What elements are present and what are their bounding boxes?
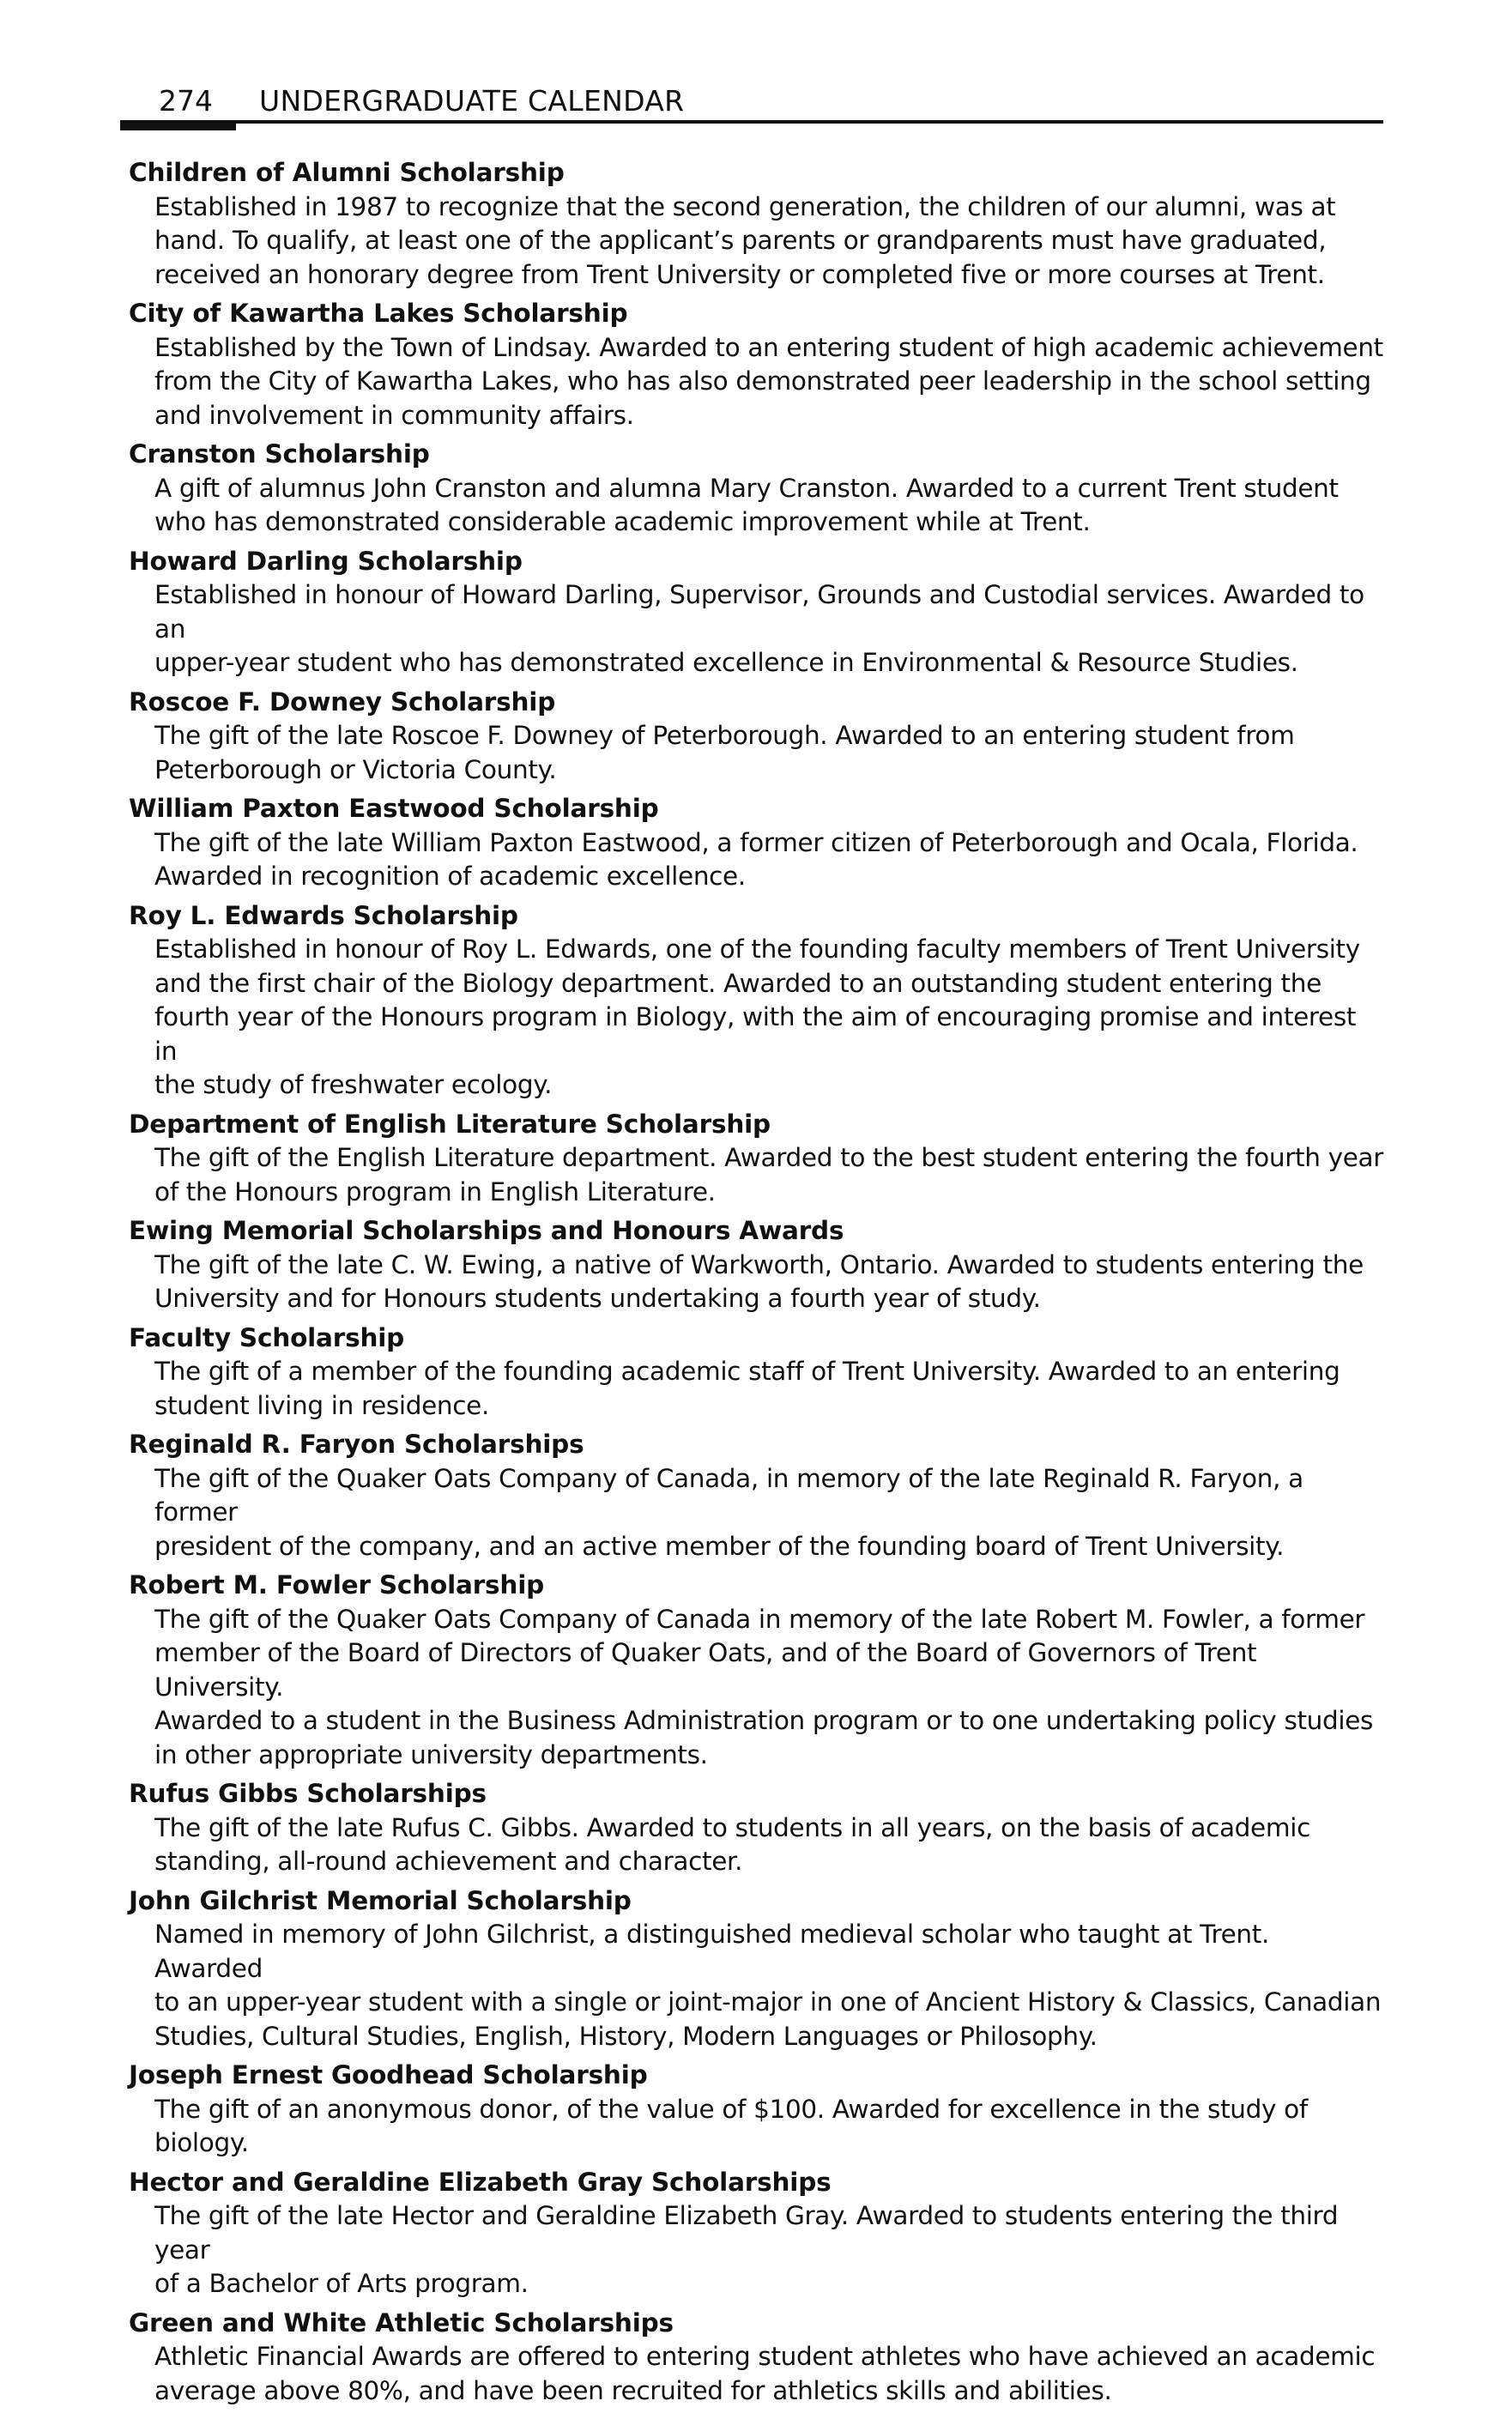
- description-line: of the Honours program in English Literature.: [154, 1176, 716, 1206]
- scholarship-title: Children of Alumni Scholarship: [129, 158, 565, 187]
- scholarship-description: [129, 1355, 1383, 1423]
- scholarship-entry: [129, 2307, 1383, 2409]
- scholarship-title: Joseph Ernest Goodhead Scholarship: [129, 2060, 648, 2089]
- description-line: president of the company, and an active member of the founding board of Trent University.: [154, 1531, 1285, 1561]
- description-line: The gift of the late Hector and Geraldine Elizabeth Gray. Awarded to students entering the third year: [154, 2201, 1339, 2265]
- scholarship-description: [129, 1141, 1383, 1209]
- scholarship-title: Roy L. Edwards Scholarship: [129, 900, 518, 930]
- description-line: hand. To qualify, at least one of the applicant’s parents or grandparents must have graduated,: [154, 226, 1327, 255]
- scholarship-title: Ewing Memorial Scholarships and Honours Awards: [129, 1216, 844, 1245]
- description-line: The gift of the late William Paxton Eastwood, a former citizen of Peterborough and Ocala, Florida.: [154, 827, 1358, 857]
- scholarship-title: Cranston Scholarship: [129, 439, 430, 469]
- scholarship-description: [129, 1918, 1383, 2053]
- scholarship-title: Faculty Scholarship: [129, 1322, 405, 1352]
- scholarship-title: Green and White Athletic Scholarships: [129, 2307, 674, 2337]
- scholarship-entry: [129, 2059, 1383, 2161]
- description-line: and involvement in community affairs.: [154, 400, 634, 430]
- scholarship-title: Robert M. Fowler Scholarship: [129, 1570, 545, 1600]
- scholarship-description: [129, 331, 1383, 433]
- description-line: Athletic Financial Awards are offered to entering student athletes who have achieved an academic: [154, 2342, 1376, 2371]
- scholarship-description: [129, 1811, 1383, 1879]
- description-line: The gift of the English Literature department. Awarded to the best student entering the fourth year: [154, 1143, 1384, 1172]
- description-line: University and for Honours students undertaking a fourth year of study.: [154, 1284, 1041, 1313]
- description-line: student living in residence.: [154, 1390, 489, 1420]
- scholarship-title: Rufus Gibbs Scholarships: [129, 1779, 487, 1808]
- scholarship-description: [129, 1603, 1383, 1773]
- scholarship-entry: [129, 1428, 1383, 1563]
- scholarship-entry: [129, 1884, 1383, 2054]
- scholarship-title: Reginald R. Faryon Scholarships: [129, 1430, 584, 1459]
- description-line: upper-year student who has demonstrated excellence in Environmental & Resource Studies.: [154, 648, 1298, 677]
- scholarship-entry: [129, 686, 1383, 788]
- scholarship-description: [129, 826, 1383, 894]
- scholarship-entry: [129, 1569, 1383, 1772]
- scholarship-title: Howard Darling Scholarship: [129, 546, 523, 576]
- header-rule: [120, 120, 1383, 124]
- scholarship-entry: [129, 2166, 1383, 2301]
- scholarship-title: City of Kawartha Lakes Scholarship: [129, 299, 628, 328]
- scholarship-entry: [129, 545, 1383, 680]
- scholarship-entry: [129, 1777, 1383, 1879]
- description-line: standing, all-round achievement and character.: [154, 1847, 743, 1876]
- description-line: of a Bachelor of Arts program.: [154, 2269, 529, 2298]
- description-line: Awarded in recognition of academic excellence.: [154, 862, 746, 891]
- description-line: in other appropriate university departments.: [154, 1739, 708, 1769]
- description-line: The gift of the Quaker Oats Company of Canada, in memory of the late Reginald R. Faryon, a former: [154, 1463, 1303, 1527]
- scholarship-description: [129, 719, 1383, 787]
- scholarship-description: [129, 2199, 1383, 2301]
- scholarship-list: [129, 156, 1383, 2413]
- description-line: Established in 1987 to recognize that the second generation, the children of our alumni, was at: [154, 191, 1336, 221]
- description-line: member of the Board of Directors of Quaker Oats, and of the Board of Governors of Trent University.: [154, 1638, 1257, 1702]
- description-line: The gift of the late Roscoe F. Downey of Peterborough. Awarded to an entering student from: [154, 721, 1295, 750]
- description-line: The gift of the Quaker Oats Company of Canada in memory of the late Robert M. Fowler, a former: [154, 1604, 1365, 1634]
- scholarship-description: [129, 1462, 1383, 1564]
- description-line: Established in honour of Howard Darling, Supervisor, Grounds and Custodial services. Awarded to an: [154, 580, 1364, 644]
- scholarship-description: [129, 2340, 1383, 2408]
- description-line: Established in honour of Roy L. Edwards, one of the founding faculty members of Trent University: [154, 934, 1360, 964]
- description-line: Studies, Cultural Studies, English, History, Modern Languages or Philosophy.: [154, 2021, 1098, 2051]
- description-line: and the first chair of the Biology department. Awarded to an outstanding student entering the: [154, 968, 1321, 998]
- page-header: [120, 79, 1383, 130]
- description-line: A gift of alumnus John Cranston and alumna Mary Cranston. Awarded to a current Trent student: [154, 473, 1339, 503]
- description-line: from the City of Kawartha Lakes, who has also demonstrated peer leadership in the school setting: [154, 366, 1371, 396]
- scholarship-title: John Gilchrist Memorial Scholarship: [129, 1885, 632, 1915]
- scholarship-entry: [129, 438, 1383, 540]
- description-line: average above 80%, and have been recruited for athletics skills and abilities.: [154, 2375, 1112, 2405]
- scholarship-description: [129, 578, 1383, 680]
- running-title: UNDERGRADUATE CALENDAR: [259, 84, 685, 118]
- description-line: the study of freshwater ecology.: [154, 1070, 553, 1099]
- scholarship-description: [129, 472, 1383, 540]
- description-line: The gift of an anonymous donor, of the value of $100. Awarded for excellence in the study of: [154, 2094, 1308, 2124]
- scholarship-title: William Paxton Eastwood Scholarship: [129, 794, 659, 823]
- scholarship-description: [129, 190, 1383, 293]
- scholarship-entry: [129, 156, 1383, 292]
- scholarship-description: [129, 933, 1383, 1103]
- scholarship-entry: [129, 899, 1383, 1103]
- scholarship-title: Roscoe F. Downey Scholarship: [129, 686, 556, 717]
- description-line: to an upper-year student with a single or joint-major in one of Ancient History & Classics, Canadian: [154, 1987, 1382, 2017]
- description-line: who has demonstrated considerable academic improvement while at Trent.: [154, 507, 1091, 536]
- scholarship-entry: [129, 792, 1383, 894]
- scholarship-entry: [129, 1108, 1383, 1210]
- description-line: Established by the Town of Lindsay. Awarded to an entering student of high academic achievement: [154, 332, 1383, 362]
- header-tab-marker: [120, 120, 236, 130]
- scholarship-description: [129, 1249, 1383, 1316]
- description-line: Awarded to a student in the Business Administration program or to one undertaking policy studies: [154, 1706, 1374, 1735]
- scholarship-description: [129, 2093, 1383, 2161]
- description-line: Peterborough or Victoria County.: [154, 754, 557, 784]
- scholarship-entry: [129, 1214, 1383, 1316]
- description-line: The gift of a member of the founding academic staff of Trent University. Awarded to an entering: [154, 1357, 1340, 1386]
- description-line: received an honorary degree from Trent University or completed five or more courses at Trent.: [154, 259, 1325, 289]
- page-number: 274: [159, 84, 213, 118]
- description-line: Named in memory of John Gilchrist, a distinguished medieval scholar who taught at Trent. Awarded: [154, 1920, 1270, 1983]
- description-line: fourth year of the Honours program in Biology, with the aim of encouraging promise and interest in: [154, 1002, 1357, 1066]
- description-line: biology.: [154, 2128, 249, 2157]
- description-line: The gift of the late Rufus C. Gibbs. Awarded to students in all years, on the basis of academic: [154, 1812, 1310, 1842]
- description-line: The gift of the late C. W. Ewing, a native of Warkworth, Ontario. Awarded to students entering the: [154, 1249, 1364, 1279]
- scholarship-title: Hector and Geraldine Elizabeth Gray Scholarships: [129, 2167, 832, 2197]
- scholarship-entry: [129, 1321, 1383, 1424]
- scholarship-entry: [129, 297, 1383, 432]
- scholarship-title: Department of English Literature Scholarship: [129, 1109, 771, 1139]
